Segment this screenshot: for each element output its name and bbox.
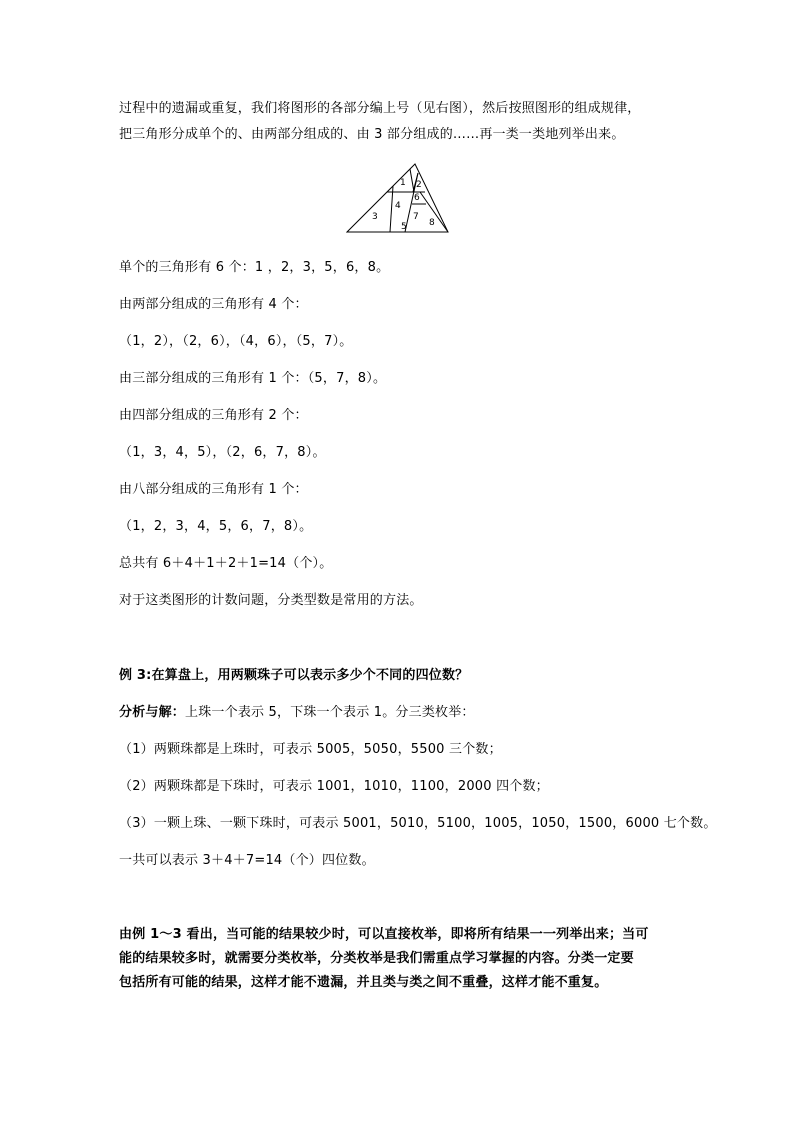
figure-label: 8 xyxy=(429,218,435,228)
summary-line-1: 由例 1～3 看出，当可能的结果较少时，可以直接枚举，即将所有结果一一列举出来；当可 xyxy=(119,927,649,942)
method-note: 对于这类图形的计数问题，分类型数是常用的方法。 xyxy=(119,593,423,608)
example3-case-2: （2）两颗珠都是下珠时，可表示 1001，1010，1100，2000 四个数； xyxy=(119,779,549,794)
count-single: 单个的三角形有 6 个：1 ，2，3，5，6，8。 xyxy=(119,260,390,275)
count-two-list: （1，2），（2，6），（4，6），（5，7）。 xyxy=(119,334,353,349)
example3-title: 例 3:在算盘上，用两颗珠子可以表示多少个不同的四位数？ xyxy=(119,668,469,683)
figure-label: 5 xyxy=(401,222,407,232)
count-total: 总共有 6＋4＋1＋2＋1=14（个）。 xyxy=(119,556,333,571)
figure-label: 3 xyxy=(372,212,378,222)
figure-divider xyxy=(390,186,393,232)
summary-line-3: 包括所有可能的结果，这样才能不遗漏，并且类与类之间不重叠，这样才能不重复。 xyxy=(119,975,608,990)
intro-line-1: 过程中的遗漏或重复，我们将图形的各部分编上号（见右图），然后按照图形的组成规律， xyxy=(119,101,641,116)
count-eight-heading: 由八部分组成的三角形有 1 个： xyxy=(119,482,308,497)
count-eight-list: （1，2，3，4，5，6，7，8）。 xyxy=(119,519,313,534)
count-four-list: （1，3，4，5），（2，6，7，8）。 xyxy=(119,445,326,460)
example3-result: 一共可以表示 3＋4＋7=14（个）四位数。 xyxy=(119,853,375,868)
count-four-heading: 由四部分组成的三角形有 2 个： xyxy=(119,408,308,423)
analysis-label: 分析与解： xyxy=(119,705,186,720)
example3-analysis xyxy=(119,705,475,721)
example3-case-1: （1）两颗珠都是上珠时，可表示 5005，5050，5500 三个数； xyxy=(119,742,502,757)
numbered-triangle-figure xyxy=(346,163,450,235)
count-three: 由三部分组成的三角形有 1 个：（5，7，8）。 xyxy=(119,371,387,386)
analysis-text: 上珠一个表示 5，下珠一个表示 1。分三类枚举： xyxy=(185,705,475,720)
figure-label: 2 xyxy=(416,180,422,190)
figure-label: 7 xyxy=(413,212,419,222)
summary-line-2: 能的结果较多时，就需要分类枚举，分类枚举是我们需重点学习掌握的内容。分类一定要 xyxy=(119,951,634,966)
example3-case-3: （3）一颗上珠、一颗下珠时，可表示 5001，5010，5100，1005，1050，1500，6000 七个数。 xyxy=(119,816,717,831)
intro-line-2: 把三角形分成单个的、由两部分组成的、由 3 部分组成的……再一类一类地列举出来。 xyxy=(119,127,625,142)
count-two-heading: 由两部分组成的三角形有 4 个： xyxy=(119,297,308,312)
figure-label: 4 xyxy=(395,201,401,211)
figure-label: 1 xyxy=(400,178,406,188)
figure-label: 6 xyxy=(414,193,420,203)
